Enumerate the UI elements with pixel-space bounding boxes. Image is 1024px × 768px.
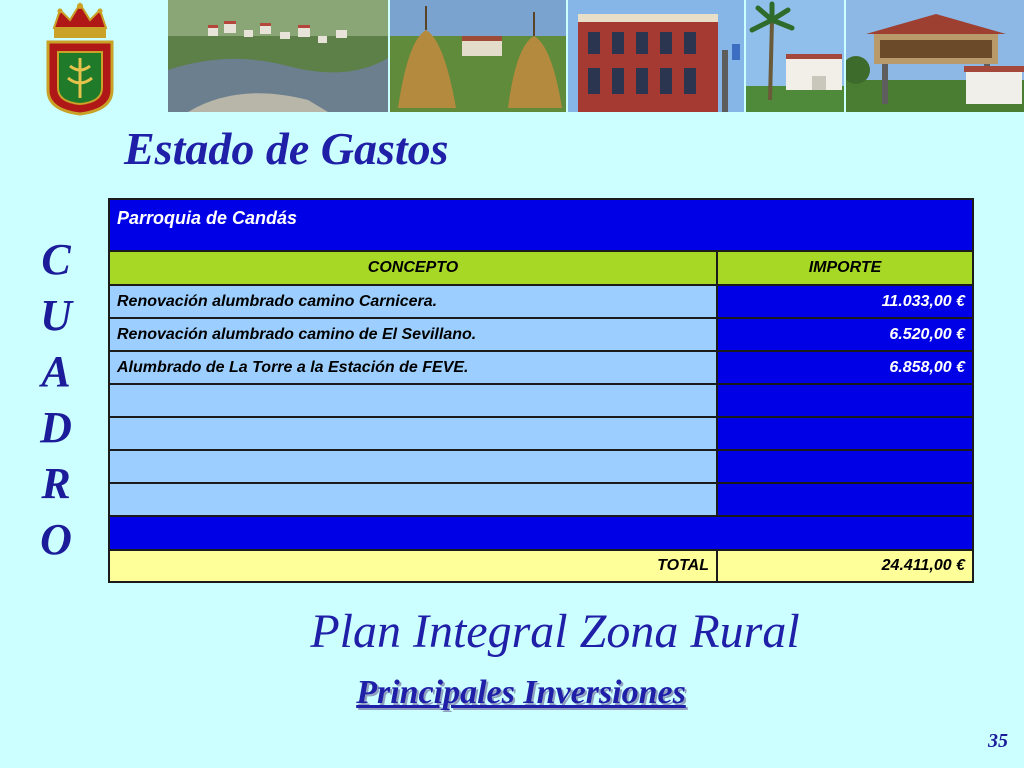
- total-amount: 24.411,00 €: [717, 550, 973, 582]
- amount-cell: [717, 450, 973, 483]
- concept-cell: Alumbrado de La Torre a la Estación de FEVE.: [109, 351, 717, 384]
- total-label: TOTAL: [109, 550, 717, 582]
- amount-cell: 6.520,00 €: [717, 318, 973, 351]
- haystacks-photo: [388, 0, 566, 112]
- table-row: [109, 384, 973, 417]
- table-row: [109, 483, 973, 516]
- amount-cell: 6.858,00 €: [717, 351, 973, 384]
- amount-cell: 11.033,00 €: [717, 285, 973, 318]
- concept-cell: [109, 483, 717, 516]
- total-row: [109, 550, 973, 582]
- vertical-letter: O: [40, 515, 72, 564]
- separator-row: [109, 516, 973, 550]
- expense-table: [108, 198, 974, 583]
- vertical-letter: D: [40, 403, 72, 452]
- photo-banner: [168, 0, 1024, 112]
- vertical-letter: A: [41, 347, 71, 396]
- column-header-row: [109, 251, 973, 285]
- table-row: [109, 285, 973, 318]
- amount-cell: [717, 417, 973, 450]
- amount-cell: [717, 384, 973, 417]
- coastal-town-photo: [168, 0, 388, 112]
- plan-heading: Plan Integral Zona Rural: [310, 605, 800, 658]
- table-row: [109, 450, 973, 483]
- column-header-amount: IMPORTE: [717, 251, 973, 285]
- plan-subheading: Principales Inversiones: [356, 674, 686, 711]
- parish-name: Parroquia de Candás: [109, 199, 973, 251]
- vertical-letter: U: [40, 291, 72, 340]
- red-building-photo: [566, 0, 744, 112]
- column-header-concept: CONCEPTO: [109, 251, 717, 285]
- vertical-label: [34, 232, 78, 568]
- table-row: [109, 417, 973, 450]
- table-row: [109, 318, 973, 351]
- table-row: [109, 351, 973, 384]
- coat-of-arms-icon: [42, 2, 118, 116]
- concept-cell: [109, 450, 717, 483]
- concept-cell: Renovación alumbrado camino Carnicera.: [109, 285, 717, 318]
- table-title-row: [109, 199, 973, 251]
- amount-cell: [717, 483, 973, 516]
- rural-house-photo: [844, 0, 1024, 112]
- separator-cell: [109, 516, 973, 550]
- vertical-letter: C: [41, 235, 71, 284]
- page-number: 35: [988, 730, 1008, 752]
- concept-cell: [109, 417, 717, 450]
- concept-cell: [109, 384, 717, 417]
- concept-cell: Renovación alumbrado camino de El Sevillano.: [109, 318, 717, 351]
- slide-title: Estado de Gastos: [124, 123, 449, 174]
- vertical-letter: R: [41, 459, 71, 508]
- palm-park-photo: [744, 0, 844, 112]
